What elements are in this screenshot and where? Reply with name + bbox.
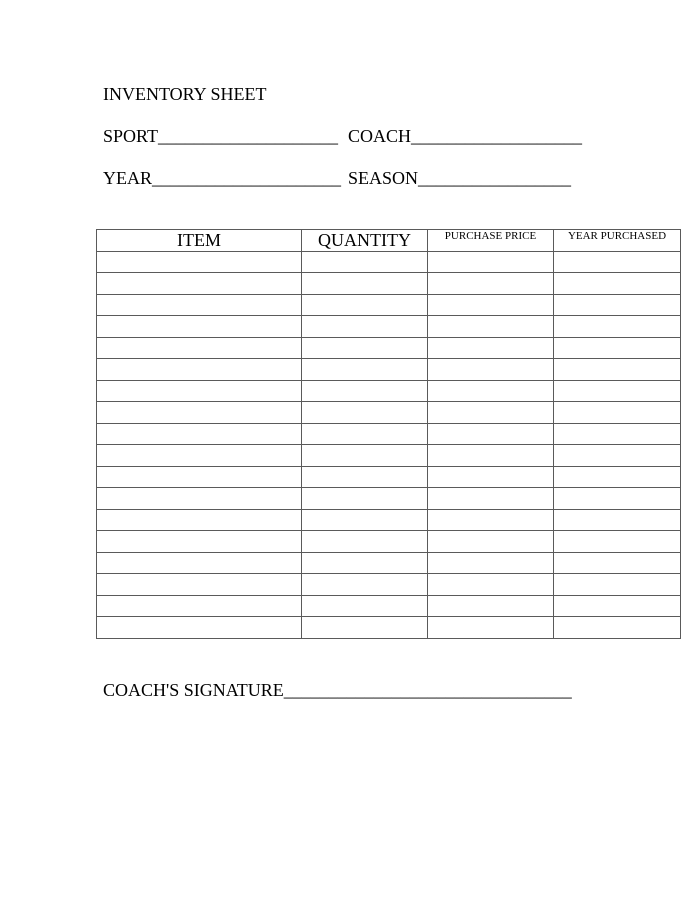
year-purchased-cell[interactable] — [554, 380, 681, 402]
table-row — [97, 617, 681, 639]
item-cell[interactable] — [97, 402, 302, 424]
year-purchased-cell[interactable] — [554, 402, 681, 424]
purchase-price-cell[interactable] — [428, 294, 554, 316]
table-row — [97, 294, 681, 316]
header-year-purchased: YEAR PURCHASED — [554, 230, 681, 252]
item-cell[interactable] — [97, 617, 302, 639]
quantity-cell[interactable] — [302, 445, 428, 467]
inventory-table-body — [97, 251, 681, 638]
quantity-cell[interactable] — [302, 423, 428, 445]
item-cell[interactable] — [97, 316, 302, 338]
year-purchased-cell[interactable] — [554, 466, 681, 488]
item-cell[interactable] — [97, 273, 302, 295]
table-row — [97, 402, 681, 424]
quantity-cell[interactable] — [302, 509, 428, 531]
quantity-cell[interactable] — [302, 273, 428, 295]
header-item: ITEM — [97, 230, 302, 252]
purchase-price-cell[interactable] — [428, 273, 554, 295]
year-purchased-cell[interactable] — [554, 488, 681, 510]
table-row — [97, 595, 681, 617]
page-title: INVENTORY SHEET — [103, 84, 267, 104]
item-cell[interactable] — [97, 337, 302, 359]
purchase-price-cell[interactable] — [428, 617, 554, 639]
purchase-price-cell[interactable] — [428, 402, 554, 424]
year-purchased-cell[interactable] — [554, 617, 681, 639]
item-cell[interactable] — [97, 445, 302, 467]
quantity-cell[interactable] — [302, 337, 428, 359]
year-purchased-cell[interactable] — [554, 251, 681, 273]
table-row — [97, 552, 681, 574]
purchase-price-cell[interactable] — [428, 595, 554, 617]
quantity-cell[interactable] — [302, 552, 428, 574]
season-field[interactable]: SEASON_________________ — [348, 168, 572, 188]
table-row — [97, 509, 681, 531]
year-purchased-cell[interactable] — [554, 337, 681, 359]
quantity-cell[interactable] — [302, 359, 428, 381]
year-purchased-cell[interactable] — [554, 359, 681, 381]
purchase-price-cell[interactable] — [428, 552, 554, 574]
purchase-price-cell[interactable] — [428, 380, 554, 402]
item-cell[interactable] — [97, 552, 302, 574]
year-field[interactable]: YEAR_____________________ — [103, 168, 341, 188]
table-row — [97, 251, 681, 273]
sport-field[interactable]: SPORT____________________ — [103, 126, 338, 146]
quantity-cell[interactable] — [302, 574, 428, 596]
purchase-price-cell[interactable] — [428, 423, 554, 445]
year-purchased-cell[interactable] — [554, 423, 681, 445]
coach-field[interactable]: COACH___________________ — [348, 126, 583, 146]
quantity-cell[interactable] — [302, 251, 428, 273]
table-row — [97, 423, 681, 445]
quantity-cell[interactable] — [302, 402, 428, 424]
item-cell[interactable] — [97, 509, 302, 531]
purchase-price-cell[interactable] — [428, 531, 554, 553]
quantity-cell[interactable] — [302, 294, 428, 316]
year-purchased-cell[interactable] — [554, 531, 681, 553]
quantity-cell[interactable] — [302, 380, 428, 402]
table-row — [97, 359, 681, 381]
item-cell[interactable] — [97, 294, 302, 316]
table-row — [97, 337, 681, 359]
purchase-price-cell[interactable] — [428, 316, 554, 338]
item-cell[interactable] — [97, 488, 302, 510]
table-row — [97, 574, 681, 596]
year-purchased-cell[interactable] — [554, 445, 681, 467]
header-quantity: QUANTITY — [302, 230, 428, 252]
table-row — [97, 316, 681, 338]
year-purchased-cell[interactable] — [554, 595, 681, 617]
coach-signature-field[interactable]: COACH'S SIGNATURE________________________________ — [103, 680, 572, 700]
quantity-cell[interactable] — [302, 466, 428, 488]
table-header-row — [97, 230, 681, 252]
table-row — [97, 466, 681, 488]
quantity-cell[interactable] — [302, 316, 428, 338]
item-cell[interactable] — [97, 595, 302, 617]
purchase-price-cell[interactable] — [428, 337, 554, 359]
year-purchased-cell[interactable] — [554, 273, 681, 295]
table-row — [97, 273, 681, 295]
table-row — [97, 380, 681, 402]
year-purchased-cell[interactable] — [554, 574, 681, 596]
year-purchased-cell[interactable] — [554, 509, 681, 531]
table-row — [97, 488, 681, 510]
quantity-cell[interactable] — [302, 595, 428, 617]
item-cell[interactable] — [97, 380, 302, 402]
quantity-cell[interactable] — [302, 531, 428, 553]
table-row — [97, 445, 681, 467]
header-purchase-price: PURCHASE PRICE — [428, 230, 554, 252]
item-cell[interactable] — [97, 251, 302, 273]
quantity-cell[interactable] — [302, 488, 428, 510]
year-purchased-cell[interactable] — [554, 552, 681, 574]
purchase-price-cell[interactable] — [428, 251, 554, 273]
purchase-price-cell[interactable] — [428, 359, 554, 381]
item-cell[interactable] — [97, 466, 302, 488]
item-cell[interactable] — [97, 423, 302, 445]
inventory-table — [96, 229, 681, 639]
year-purchased-cell[interactable] — [554, 294, 681, 316]
table-row — [97, 531, 681, 553]
item-cell[interactable] — [97, 574, 302, 596]
purchase-price-cell[interactable] — [428, 574, 554, 596]
purchase-price-cell[interactable] — [428, 445, 554, 467]
purchase-price-cell[interactable] — [428, 509, 554, 531]
year-purchased-cell[interactable] — [554, 316, 681, 338]
purchase-price-cell[interactable] — [428, 488, 554, 510]
purchase-price-cell[interactable] — [428, 466, 554, 488]
quantity-cell[interactable] — [302, 617, 428, 639]
item-cell[interactable] — [97, 531, 302, 553]
item-cell[interactable] — [97, 359, 302, 381]
